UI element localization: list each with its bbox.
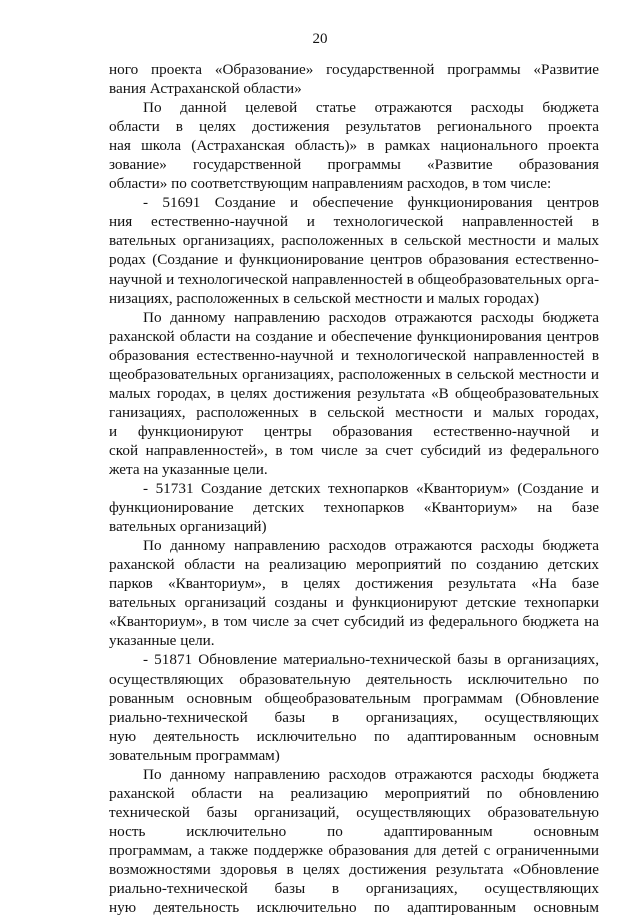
text-line: парков «Кванториум», в целях достижения результата «На базе	[109, 575, 599, 593]
text-line: вания Астраханской области»	[109, 80, 302, 98]
text-line: раханской области на реализацию мероприятий по созданию детских	[109, 556, 599, 574]
text-line: ганизациях, расположенных в сельской местности и малых городах,	[109, 403, 599, 421]
text-line: По данному направлению расходов отражаются расходы бюджета	[143, 308, 599, 326]
text-line: образования естественно-научной и технологической направленностей в	[109, 346, 599, 364]
text-line: малых городах, в целях достижения результата «В общеобразовательных	[109, 384, 599, 402]
text-line: указанные цели.	[109, 632, 215, 650]
text-line: ность исключительно по адаптированным основным	[109, 822, 599, 840]
text-line: зование» государственной программы «Развитие образования	[109, 156, 599, 174]
text-line: технической базы организаций, осуществляющих образовательную	[109, 803, 599, 821]
text-line: риально-технической базы в организациях, осуществляющих	[109, 708, 599, 726]
text-line: жета на указанные цели.	[109, 460, 268, 478]
text-line: вательных организациях, расположенных в сельской местности и малых	[109, 232, 599, 250]
text-line: ную деятельность исключительно по адаптированным основным	[109, 899, 599, 917]
text-line: - 51691 Создание и обеспечение функционирования центров	[143, 194, 599, 212]
text-line: родах (Создание и функционирование центров образования естественно-	[109, 251, 599, 269]
text-line: возможностями здоровья в целях достижения результата «Обновление	[109, 860, 599, 878]
text-line: «Кванториум», в том числе за счет субсидий из федерального бюджета на	[109, 613, 599, 631]
text-line: научной и технологической направленностей в общеобразовательных орга-	[109, 270, 599, 288]
text-line: и функционируют центры образования естественно-научной и	[109, 422, 599, 440]
text-line: - 51731 Создание детских технопарков «Кванториум» (Создание и	[143, 480, 599, 498]
text-line: области» по соответствующим направлениям расходов, в том числе:	[109, 175, 552, 193]
text-line: - 51871 Обновление материально-технической базы в организациях,	[143, 651, 599, 669]
text-line: раханской области на реализацию мероприятий по обновлению	[109, 784, 599, 802]
text-line: По данному направлению расходов отражаются расходы бюджета	[143, 765, 599, 783]
text-line: ской направленностей», в том числе за счет субсидий из федерального	[109, 441, 599, 459]
text-line: зовательным программам)	[109, 746, 280, 764]
text-line: раханской области на создание и обеспечение функционирования центров	[109, 327, 599, 345]
text-line: осуществляющих образовательную деятельность исключительно по	[109, 670, 599, 688]
text-line: функционирование детских технопарков «Кванториум» на базе	[109, 499, 599, 517]
text-line: ния естественно-научной и технологической направленностей в	[109, 213, 599, 231]
text-line: вательных организаций)	[109, 518, 267, 536]
page-number: 20	[312, 31, 328, 47]
text-line: ного проекта «Образование» государственной программы «Развитие	[109, 61, 599, 78]
text-line: рованным основным общеобразовательным программам (Обновление	[109, 689, 599, 707]
text-line: ную деятельность исключительно по адаптированным основным	[109, 727, 599, 745]
text-line: щеобразовательных организациях, расположенных в сельской местности и	[109, 365, 599, 383]
text-line: риально-технической базы в организациях, осуществляющих	[109, 880, 599, 898]
text-line: По данной целевой статье отражаются расходы бюджета	[143, 99, 599, 117]
text-line: вательных организаций созданы и функционируют детские технопарки	[109, 594, 599, 612]
page-body-text	[109, 60, 599, 917]
text-line: По данному направлению расходов отражаются расходы бюджета	[143, 537, 599, 555]
text-line: низациях, расположенных в сельской местности и малых городах)	[109, 289, 540, 307]
text-line: ная школа (Астраханская область)» в рамках национального проекта	[109, 137, 599, 155]
text-line: программам, а также поддержке образования для детей с ограниченными	[109, 841, 599, 859]
text-line: области в целях достижения результатов регионального проекта	[109, 118, 599, 136]
